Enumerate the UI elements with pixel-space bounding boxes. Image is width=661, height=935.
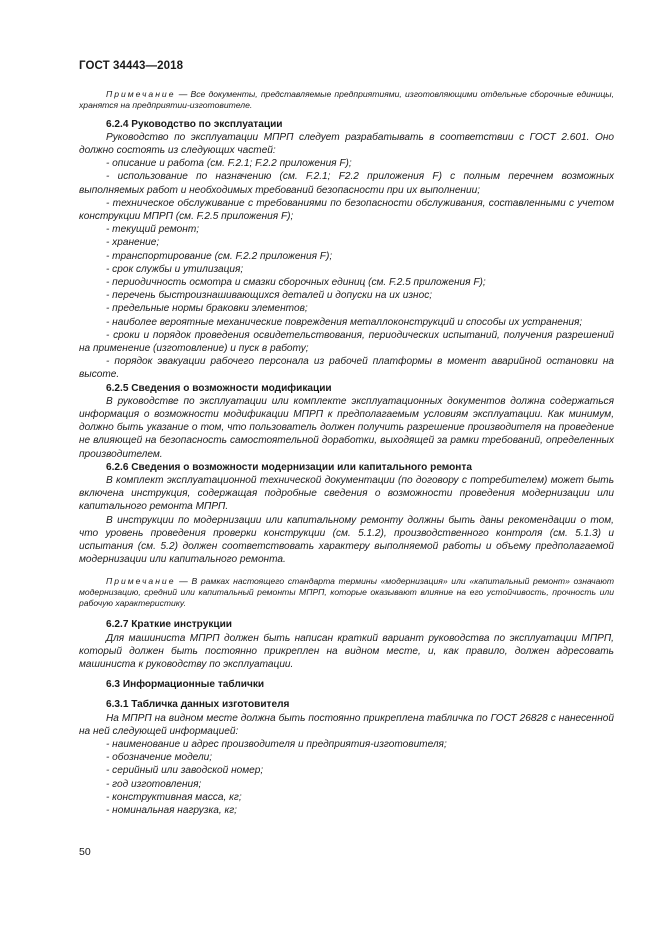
note-text: — Все документы, представляемые предприятиями, изготовляющими отдельные сборочные единицы, хранятся на предприятии-изготовителе. (79, 89, 614, 111)
paragraph-6-2-7: Для машиниста МПРП должен быть написан краткий вариант руководства по эксплуатации МПРП, который должен быть постоянно прикреплен на видном месте, и, как правило, должен адресовать машиниста к руководству по эксплуатации. (79, 632, 614, 670)
section-heading-6-2-5: 6.2.5 Сведения о возможности модификации (106, 382, 332, 394)
paragraph-6-2-4-intro: Руководство по эксплуатации МПРП следует разрабатывать в соответствии с ГОСТ 2.601. Оно должно состоять из следующих частей: (79, 131, 614, 156)
document-header: ГОСТ 34443—2018 (79, 60, 184, 72)
list-item: - сроки и порядок проведения освидетельствования, периодических испытаний, получения разрешений на применение (изготовление) и пуск в работу; (79, 329, 614, 355)
list-item: - транспортирование (см. F.2.2 приложения F); (106, 250, 333, 262)
section-heading-6-2-6: 6.2.6 Сведения о возможности модернизации или капитального ремонта (106, 461, 472, 473)
list-item: - конструктивная масса, кг; (106, 791, 242, 803)
list-item: - техническое обслуживание с требованиями по безопасности обслуживания, составленными с учетом конструкции МПРП (см. F.2.5 приложения F); (79, 197, 614, 223)
list-item: - срок службы и утилизация; (106, 263, 244, 275)
list-item: - предельные нормы браковки элементов; (106, 303, 308, 315)
list-item: - текущий ремонт; (106, 224, 200, 236)
list-item: - использование по назначению (см. F.2.1; F2.2 приложения F) с полным перечнем возможных выполняемых работ и необходимых требований безопасности при их выполнении; (79, 171, 614, 196)
paragraph-6-3-1-intro: На МПРП на видном месте должна быть постоянно прикреплена табличка по ГОСТ 26828 с нанесенной на ней следующей информацией: (79, 712, 614, 737)
list-item: - год изготовления; (106, 778, 202, 790)
page-number: 50 (79, 846, 91, 858)
paragraph-6-2-5: В руководстве по эксплуатации или комплекте эксплуатационных документов должна содержаться информация о возможности модификации МПРП к предполагаемым условиям эксплуатации. Как минимум, должно быть указание о том, что пользователь должен получить разрешение производителя на проведение не влияющей на безопасность самостоятельной доработки, выходящей за рамки требований, определенных производителем. (79, 395, 614, 460)
section-heading-6-3: 6.3 Информационные таблички (106, 679, 265, 691)
list-item: - периодичность осмотра и смазки сборочных единиц (см. F.2.5 приложения F); (106, 277, 486, 289)
section-heading-6-2-7: 6.2.7 Краткие инструкции (106, 619, 232, 631)
list-item: - порядок эвакуации рабочего персонала из рабочей платформы в момент аварийной остановки на высоте. (79, 356, 614, 381)
list-item: - наиболее вероятные механические повреждения металлоконструкций и способы их устранения; (106, 316, 583, 328)
list-item: - серийный или заводской номер; (106, 765, 264, 777)
note-2 (79, 576, 614, 610)
note-label: Примечание (106, 575, 176, 586)
list-item: - перечень быстроизнашивающихся деталей и допуски на их износ; (106, 290, 433, 302)
section-heading-6-2-4: 6.2.4 Руководство по эксплуатации (106, 118, 283, 130)
list-item: - наименование и адрес производителя и предприятия-изготовителя; (106, 739, 447, 751)
page-content (79, 89, 614, 817)
paragraph-6-2-6-2: В инструкции по модернизации или капитальному ремонту должны быть даны рекомендации о том, что уровень проведения проверки конструкции (см. 5.1.2), производственного контроля (см. 5.1.3) и испытания (см. 5.2) должен соответствовать характеру выполняемой работы и объему предполагаемой модернизации или капитального ремонта. (79, 514, 614, 566)
note-text: — В рамках настоящего стандарта термины «модернизация» или «капитальный ремонт» означают модернизацию, средний или капитальный ремонты МПРП, которые оказывают влияние на его устойчивость, прочность или рабочую характеристику. (79, 575, 614, 609)
list-item: - хранение; (106, 237, 160, 249)
section-heading-6-3-1: 6.3.1 Табличка данных изготовителя (106, 699, 290, 711)
note-label: Примечание (106, 89, 176, 99)
list-item: - описание и работа (см. F.2.1; F.2.2 приложения F); (106, 158, 352, 170)
paragraph-6-2-6-1: В комплект эксплуатационной технической документации (по договору с потребителем) может быть включена инструкция, содержащая подробные сведения о возможности проведения модернизации или капитального ремонта МПРП. (79, 475, 614, 513)
list-item: - номинальная нагрузка, кг; (106, 805, 237, 817)
note-1 (79, 89, 614, 112)
list-item: - обозначение модели; (106, 752, 213, 764)
